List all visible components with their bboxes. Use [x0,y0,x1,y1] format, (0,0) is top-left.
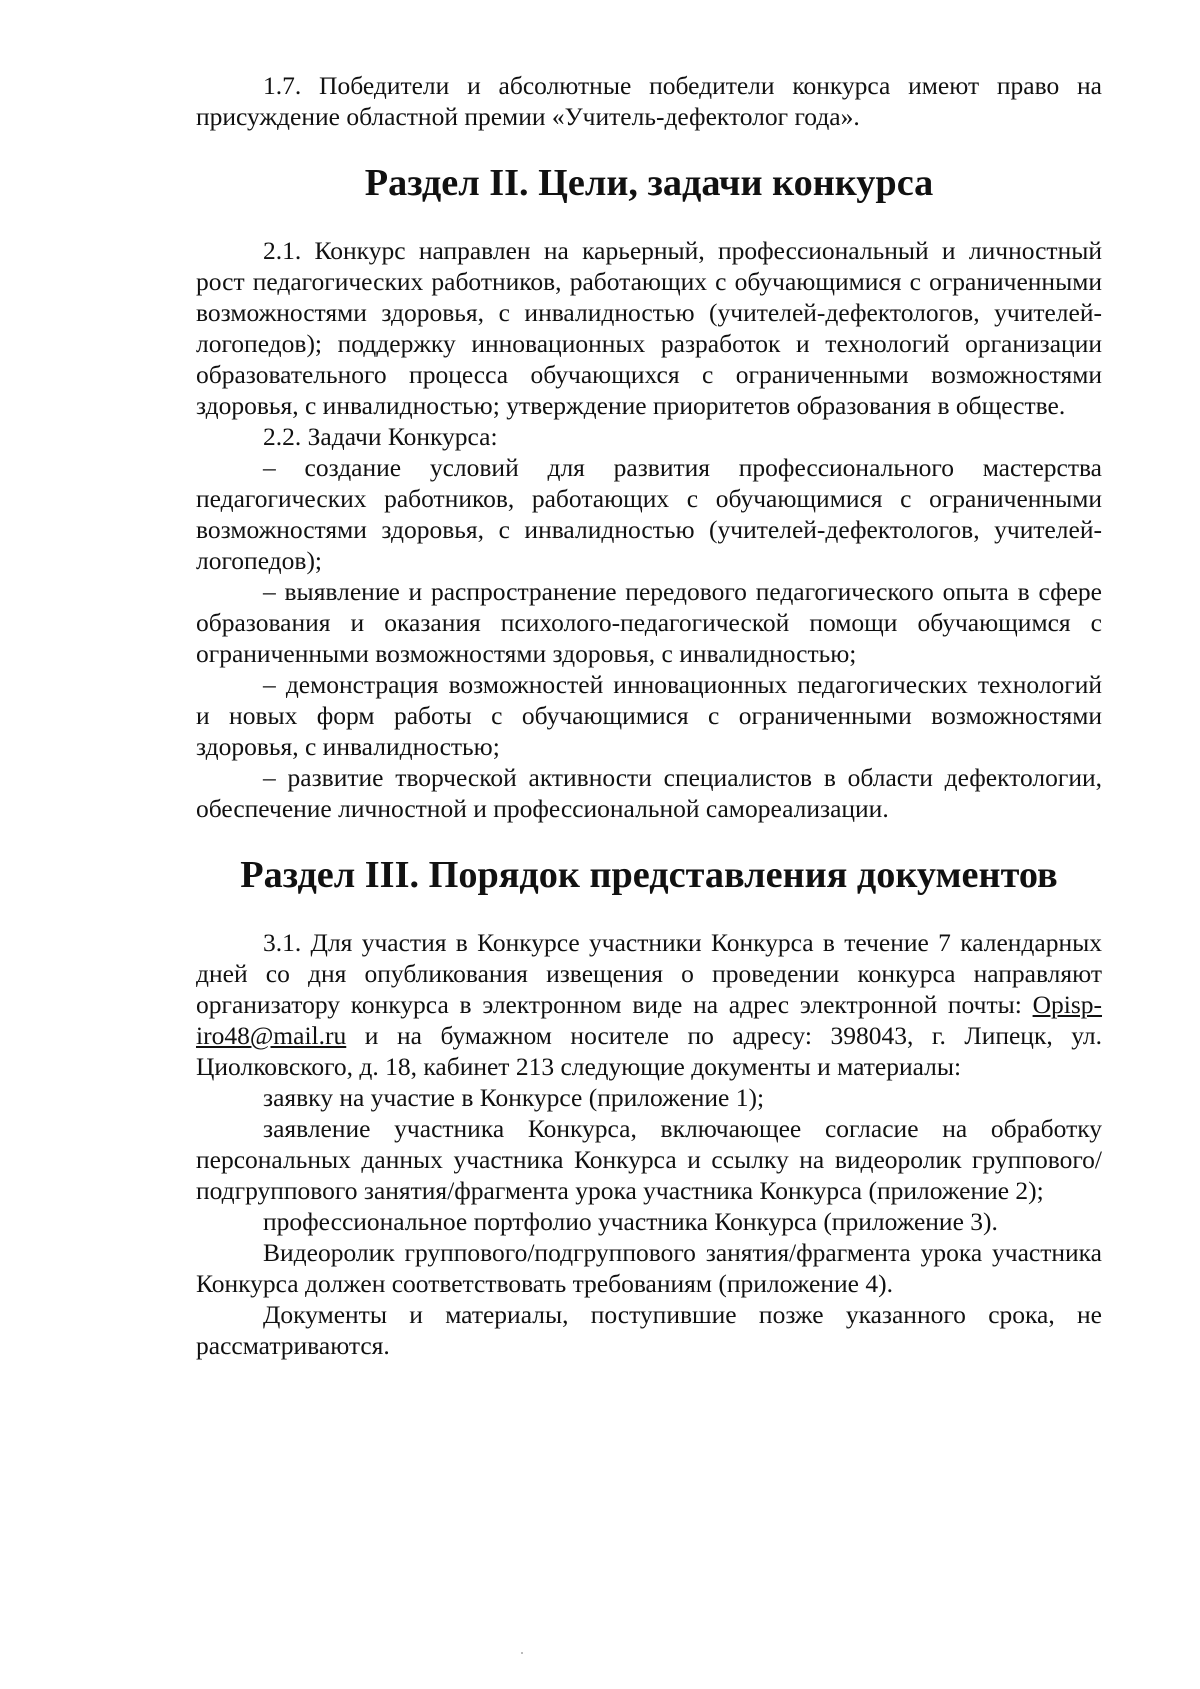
document-item: заявление участника Конкурса, включающее согласие на обработку персональных данных участника Конкурса и ссылку на видеоролик группового/подгруппового занятия/фрагмента урока участника Конкурса (приложение 2); [196,1114,1102,1205]
task-item: – выявление и распространение передового педагогического опыта в сфере образования и оказания психолого-педагогической помощи обучающимся с ограниченными возможностями здоровья, с инвалидностью; [196,577,1102,668]
document-item: профессиональное портфолио участника Конкурса (приложение 3). [263,1207,998,1236]
scan-speck [521,1652,523,1654]
clause-3-1-text: 3.1. Для участия в Конкурсе участники Конкурса в течение 7 календарных дней со дня опубликования извещения о проведении конкурса направляют организатору конкурса в электронном виде на адрес электронной почты: [196,928,1102,1019]
clause-3-1-address: и на бумажном носителе по адресу: 398043, г. Липецк, ул. Циолковского, д. 18, кабинет 213 следующие документы и материалы: [196,1021,1102,1081]
video-requirement: Видеоролик группового/подгруппового занятия/фрагмента урока участника Конкурса должен соответствовать требованиям (приложение 4). [196,1238,1102,1298]
task-item: – развитие творческой активности специалистов в области дефектологии, обеспечение личностной и профессиональной самореализации. [196,763,1102,823]
task-item: – демонстрация возможностей инновационных педагогических технологий и новых форм работы с обучающимися с ограниченными возможностями здоровья, с инвалидностью; [196,670,1102,761]
document-page [196,70,1102,1361]
email-link[interactable]: Opisp-iro48@mail.ru [196,990,1102,1050]
task-item: – создание условий для развития профессионального мастерства педагогических работников, работающих с обучающимися с ограниченными возможностями здоровья, с инвалидностью (учителей-дефектологов, учителей-логопедов); [196,453,1102,575]
clause-2-1: 2.1. Конкурс направлен на карьерный, профессиональный и личностный рост педагогических работников, работающих с обучающимися с ограниченными возможностями здоровья, с инвалидностью (учителей-дефектологов, учителей-логопедов); поддержку инновационных разработок и технологий организации образовательного процесса обучающихся с ограниченными возможностями здоровья, с инвалидностью; утверждение приоритетов образования в обществе. [196,236,1102,420]
clause-2-2: 2.2. Задачи Конкурса: [263,422,498,451]
late-documents-note: Документы и материалы, поступившие позже указанного срока, не рассматриваются. [196,1300,1102,1360]
section-2-heading: Раздел II. Цели, задачи конкурса [364,162,934,204]
clause-1-7: 1.7. Победители и абсолютные победители конкурса имеют право на присуждение областной премии «Учитель-дефектолог года». [196,71,1102,131]
document-item: заявку на участие в Конкурсе (приложение 1); [263,1083,765,1112]
clause-3-1 [196,927,1102,1082]
section-3-heading: Раздел III. Порядок представления документов [240,854,1058,896]
